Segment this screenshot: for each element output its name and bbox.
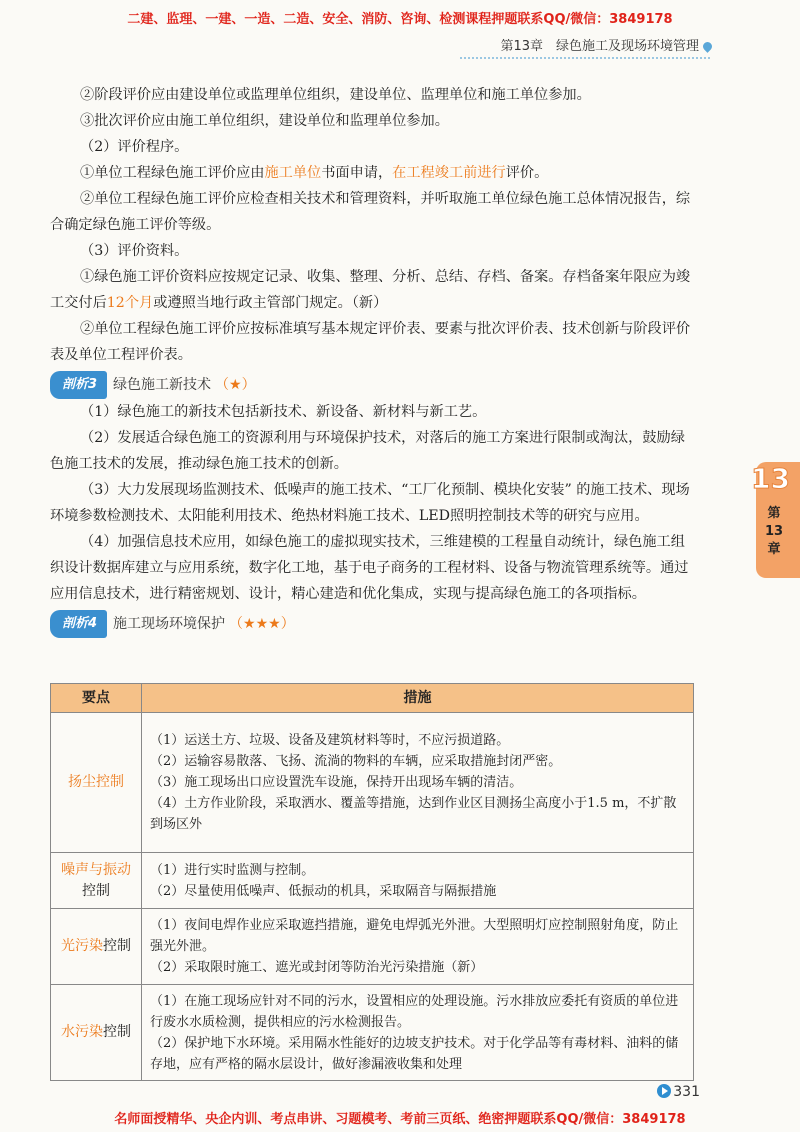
highlight-text: 施工单位: [264, 165, 322, 181]
table-row: [51, 853, 694, 909]
chapter-tab-label: 第13章: [764, 506, 784, 557]
paragraph: ②单位工程绿色施工评价应检查相关技术和管理资料，并听取施工单位绿色施工总体情况报告，综合确定绿色施工评价等级。: [50, 191, 691, 233]
paragraph: （4）加强信息技术应用，如绿色施工的虚拟现实技术，三维建模的工程量自动统计，绿色施工组织设计数据库建立与应用系统，数字化工地，基于电子商务的工程材料、设备与物流管理系统等。通过应用信息技术，进行精密规划、设计，精心建造和优化集成，实现与提高绿色施工的各项指标。: [50, 534, 689, 602]
measure-item: （1）夜间电焊作业应采取遮挡措施，避免电焊弧光外泄。大型照明灯应控制照射角度，防止强光外泄。: [150, 918, 679, 954]
section-tag: 剖析4: [50, 610, 107, 638]
paragraph: ①单位工程绿色施工评价应由施工单位书面申请，在工程竣工前进行评价。: [80, 165, 549, 181]
paragraph: （2）发展适合绿色施工的资源利用与环境保护技术，对落后的施工方案进行限制或淘汰，鼓励绿色施工技术的发展，推动绿色施工技术的创新。: [50, 430, 685, 472]
table-key-cell: 水污染控制: [51, 985, 142, 1081]
table-key-cell: 光污染控制: [51, 909, 142, 985]
play-arrow-icon: [657, 1084, 671, 1098]
table-row: [51, 909, 694, 985]
chapter-header: [500, 35, 712, 54]
chapter-title: 第13章 绿色施工及现场环境管理: [500, 39, 699, 54]
highlight-text: 在工程竣工前进行: [392, 165, 506, 181]
section-title: 施工现场环境保护: [113, 616, 226, 632]
paragraph: （1）绿色施工的新技术包括新技术、新设备、新材料与新工艺。: [80, 404, 487, 420]
map-pin-icon: [701, 40, 714, 53]
table-row: [51, 985, 694, 1081]
measure-item: （3）施工现场出口应设置洗车设施，保持开出现场车辆的清洁。: [150, 775, 523, 790]
measure-item: （2）尽量使用低噪声、低振动的机具，采取隔音与隔振措施: [150, 883, 497, 899]
measure-item: （2）运输容易散落、飞扬、流淌的物料的车辆，应采取措施封闭严密。: [150, 754, 562, 769]
highlight-text: 12个月: [106, 295, 154, 311]
paragraph: ③批次评价应由施工单位组织，建设单位和监理单位参加。: [80, 113, 449, 129]
chapter-tab-number: 13: [751, 462, 790, 495]
section-title: 绿色施工新技术: [113, 377, 212, 393]
table-measure-cell: [142, 909, 694, 985]
page-number: 331: [657, 1084, 700, 1100]
table-key-cell: 噪声与振动 控制: [51, 853, 142, 909]
measure-item: （2）采取限时施工、遮光或封闭等防治光污染措施（新）: [150, 960, 484, 975]
section-heading-3: [50, 373, 695, 397]
table-key-cell: 扬尘控制: [51, 713, 142, 853]
table-header: 要点: [51, 684, 142, 713]
measure-item: （2）保护地下水环境。采用隔水性能好的边坡支护技术。对于化学品等有毒材料、油料的储存地，应有严格的隔水层设计，做好渗漏液收集和处理: [150, 1035, 679, 1072]
measure-item: （4）土方作业阶段，采取洒水、覆盖等措施，达到作业区目测扬尘高度小于1.5 m，不扩散到场区外: [150, 796, 677, 832]
table-header: 措施: [142, 684, 694, 713]
bottom-banner: 名师面授精华、央企内训、考点串讲、习题模考、考前三页纸、绝密押题联系QQ/微信：3849178: [114, 1112, 686, 1127]
paragraph: ②单位工程绿色施工评价应按标准填写基本规定评价表、要素与批次评价表、技术创新与阶段评价表及单位工程评价表。: [50, 321, 691, 363]
paragraph: （3）大力发展现场监测技术、低噪声的施工技术、“工厂化预制、模块化安装” 的施工技术、现场环境参数检测技术、太阳能利用技术、绝热材料施工技术、LED照明控制技术等的研究与应用。: [50, 482, 690, 524]
measure-item: （1）进行实时监测与控制。: [150, 862, 315, 878]
measure-item: （1）运送土方、垃圾、设备及建筑材料等时，不应污损道路。: [150, 733, 510, 748]
table-measure-cell: [142, 853, 694, 909]
paragraph: ①绿色施工评价资料应按规定记录、收集、整理、分析、总结、存档、备案。存档备案年限应为竣工交付后12个月或遵照当地行政主管部门规定。（新）: [50, 269, 691, 311]
table-measure-cell: [142, 713, 694, 853]
paragraph: （3）评价资料。: [80, 243, 189, 259]
rating-stars: （★★★）: [229, 616, 295, 632]
main-content: [50, 82, 695, 638]
header-divider: [460, 57, 710, 59]
top-banner: 二建、监理、一建、一造、二造、安全、消防、咨询、检测课程押题联系QQ/微信：3849178: [127, 12, 673, 27]
environment-protection-table: [50, 683, 694, 1081]
table-row: [51, 713, 694, 853]
table-measure-cell: [142, 985, 694, 1081]
table-header-row: [51, 684, 694, 713]
paragraph: ②阶段评价应由建设单位或监理单位组织，建设单位、监理单位和施工单位参加。: [80, 87, 591, 103]
paragraph: （2）评价程序。: [80, 139, 189, 155]
section-tag: 剖析3: [50, 371, 107, 399]
rating-stars: （★）: [215, 377, 256, 393]
section-heading-4: [50, 612, 695, 636]
measure-item: （1）在施工现场应针对不同的污水，设置相应的处理设施。污水排放应委托有资质的单位进行废水水质检测，提供相应的污水检测报告。: [150, 993, 679, 1030]
